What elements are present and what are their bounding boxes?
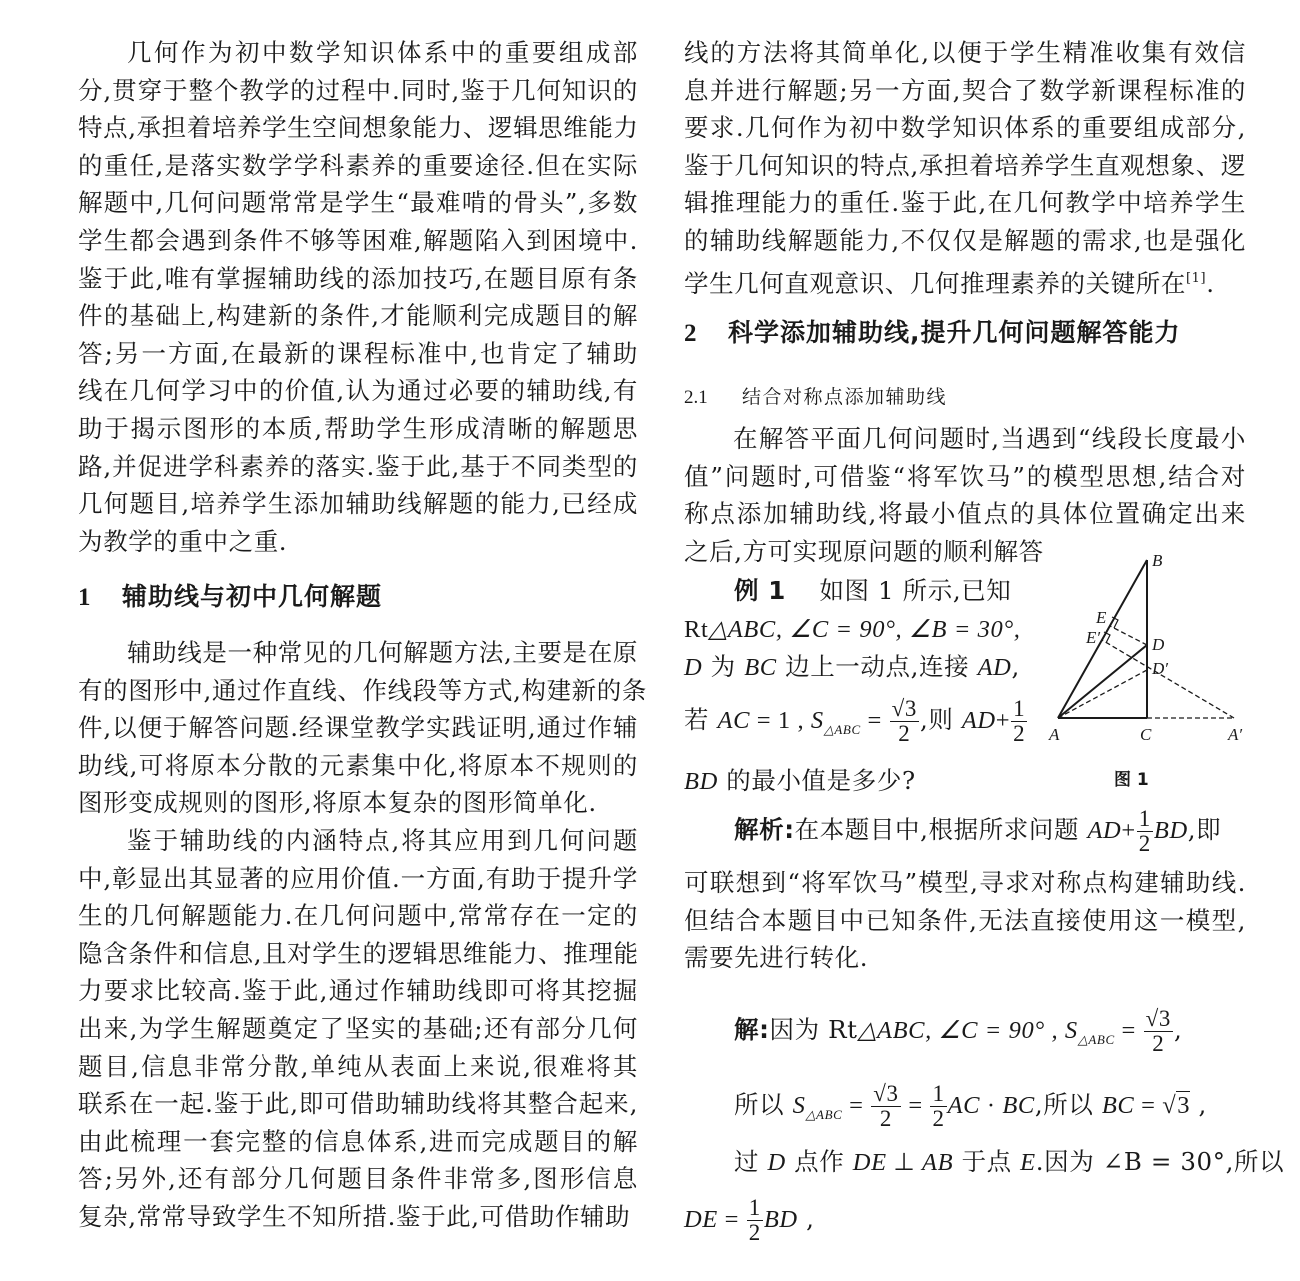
text-line: 复杂,常常导致学生不知所措.鉴于此,可借助作辅助 <box>78 1202 631 1231</box>
math-var: AC <box>717 707 751 734</box>
text: .因为 ∠B = 30°,所以 <box>1035 1147 1285 1176</box>
text: , <box>797 1204 815 1233</box>
label-b: B <box>1152 551 1163 570</box>
text-line: 学生都会遇到条件不够等困难,解题陷入到困境中. <box>78 226 638 255</box>
solution-line-2: 所以 $S_{\triangle ABC}$ = $\frac{√3}{2}$ = $\frac{1}{2}$ AC · BC,所以 BC = √3 , <box>734 1081 1207 1131</box>
text-line: 但结合本题目中已知条件,无法直接使用这一模型, <box>684 905 1246 935</box>
label-c: C <box>1140 725 1152 744</box>
text: , ∠C = 90° , <box>925 1017 1065 1044</box>
text: 于点 <box>953 1147 1021 1176</box>
text-line: 出来,为学生解题奠定了坚实的基础;还有部分几何 <box>78 1014 638 1043</box>
math-var: △ABC <box>857 1017 926 1044</box>
denominator: 2 <box>932 1106 945 1131</box>
text-line: 助线,可将原本分散的元素集中化,将原本不规则的 <box>78 750 638 780</box>
math-var: DE <box>684 1206 718 1233</box>
text: = <box>842 1092 871 1119</box>
fraction <box>1144 1007 1173 1056</box>
text-line: 要求.几何作为初中数学知识体系的重要组成部分, <box>684 113 1246 143</box>
example-line-1 <box>734 576 1011 606</box>
text-line: 图形变成规则的图形,将原本复杂的图形简单化. <box>78 788 597 818</box>
text-line: 线在几何学习中的价值,认为通过必要的辅助线,有 <box>78 376 638 406</box>
text-line: 中,彰显出其显著的应用价值.一方面,有助于提升学 <box>78 863 638 893</box>
figure-1-diagram <box>1046 548 1246 748</box>
denominator: 2 <box>1152 1031 1165 1056</box>
segment-de <box>1110 626 1147 645</box>
example-text: 如图 1 所示,已知 <box>819 576 1012 605</box>
text-line: 有的图形中,通过作直线、作线段等方式,构建新的条 <box>78 675 647 705</box>
math-var: S <box>810 707 824 734</box>
numerator: √3 <box>873 1081 899 1106</box>
fraction <box>871 1082 900 1131</box>
numerator: √3 <box>891 696 917 721</box>
text: + <box>995 707 1011 734</box>
solution-line-1 <box>734 1005 1182 1065</box>
text: + <box>1121 817 1136 844</box>
text-line: 线的方法将其简单化,以便于学生精准收集有效信 <box>684 38 1246 67</box>
math-var: S <box>1064 1017 1078 1044</box>
citation-ref[interactable]: [1] <box>1186 270 1207 286</box>
section-2-heading <box>684 318 1181 349</box>
text: 若 <box>684 705 718 734</box>
math-var: S <box>792 1092 806 1119</box>
math-var: AD <box>977 654 1012 681</box>
math-var: BC <box>1101 1092 1135 1119</box>
text-line: 辑推理能力的重任.鉴于此,在几何教学中培养学生 <box>684 188 1246 218</box>
math-var: BD <box>1153 817 1188 844</box>
triangle-abc: △ABC <box>708 616 776 643</box>
subsection-number: 2.1 <box>684 387 708 408</box>
example-line-4 <box>684 696 1028 754</box>
text-line: 之后,方可实现原问题的顺利解答 <box>684 536 1044 566</box>
section-title: 科学添加辅助线,提升几何问题解答能力 <box>728 318 1181 347</box>
text: ,所以 <box>1034 1090 1102 1119</box>
fraction <box>890 697 919 746</box>
denominator: 2 <box>1138 831 1151 856</box>
text-line <box>684 264 1215 299</box>
text: 在本题目中,根据所求问题 <box>794 815 1088 844</box>
text: ⊥ <box>886 1149 923 1176</box>
subsection-title: 结合对称点添加辅助线 <box>742 386 948 408</box>
label-e-prime: E′ <box>1086 628 1101 647</box>
text-line: 鉴于几何知识的特点,承担着培养学生直观想象、逻 <box>684 150 1246 180</box>
math-var: AB <box>922 1149 954 1176</box>
text-line: 辅助线是一种常见的几何解题方法,主要是在原 <box>127 638 638 667</box>
math-var: BD <box>684 768 718 795</box>
text: 点作 <box>785 1147 853 1176</box>
denominator: 2 <box>898 721 911 746</box>
text: 过 <box>734 1147 768 1176</box>
example-line-2 <box>684 614 1021 645</box>
text-line: 鉴于此,唯有掌握辅助线的添加技巧,在题目原有条 <box>78 263 638 293</box>
text-line: 件,以便于解答问题.经课堂教学实践证明,通过作辅 <box>78 713 638 743</box>
text-line: 答;另一方面,在最新的课程标准中,也肯定了辅助 <box>78 338 638 368</box>
text: 边上一动点,连接 <box>776 652 978 681</box>
label-a-prime: A′ <box>1228 725 1243 744</box>
solution-line-4 <box>684 1194 814 1245</box>
fraction <box>1137 807 1153 856</box>
text: 学生几何直观意识、几何推理素养的关键所在 <box>684 268 1186 298</box>
denominator: 2 <box>879 1106 892 1131</box>
example-label: 例 1 <box>734 576 786 605</box>
text-line: 特点,承担着培养学生空间想象能力、逻辑思维能力 <box>78 113 639 143</box>
example-line-3 <box>684 652 1020 683</box>
subscript: △ABC <box>1077 1032 1115 1047</box>
sqrt-value: 3 <box>1177 1092 1191 1119</box>
denominator: 2 <box>748 1220 761 1245</box>
numerator: √3 <box>1145 1006 1171 1031</box>
text-line: 可联想到“将军饮马”模型,寻求对称点构建辅助线. <box>684 868 1246 897</box>
text-line: 几何作为初中数学知识体系中的重要组成部 <box>127 38 638 67</box>
text-line: 值”问题时,可借鉴“将军饮马”的模型思想,结合对 <box>684 461 1246 491</box>
text-line: 分,贯穿于整个教学的过程中.同时,鉴于几何知识的 <box>78 75 638 105</box>
solution-line-3 <box>734 1147 1284 1178</box>
text: 为 <box>702 652 745 681</box>
segment-a-prime-e-prime <box>1102 640 1234 718</box>
label-a: A <box>1049 725 1060 744</box>
text-line: 在解答平面几何问题时,当遇到“线段长度最小 <box>733 424 1246 453</box>
text: · <box>980 1092 1003 1119</box>
text-line: 由此梳理一套完整的信息体系,进而完成题目的解 <box>78 1126 638 1156</box>
text-line: 件的基础上,构建新的条件,才能顺利完成题目的解 <box>78 301 638 331</box>
text-line: 称点添加辅助线,将最小值点的具体位置确定出来 <box>684 499 1246 529</box>
numerator: 1 <box>1138 806 1151 831</box>
text-line: 鉴于辅助线的内涵特点,将其应用到几何问题 <box>127 826 638 855</box>
text: , <box>1190 1090 1207 1119</box>
text: 的最小值是多少? <box>717 766 916 795</box>
text-line: 隐含条件和信息,且对学生的逻辑思维能力、推理能 <box>78 938 639 968</box>
math-var: D <box>684 654 703 681</box>
subscript: △ABC <box>823 722 861 737</box>
section-number: 1 <box>78 584 92 611</box>
text: = 1 , <box>750 707 811 734</box>
math-var: DE <box>852 1149 887 1176</box>
text: = <box>717 1206 746 1233</box>
text: , <box>1011 652 1020 681</box>
math-var: AC <box>947 1092 981 1119</box>
text: ,即 <box>1187 815 1222 844</box>
figure-caption: 图 1 <box>1114 770 1149 790</box>
text: . <box>1206 268 1215 298</box>
label-d-prime: D′ <box>1152 659 1168 678</box>
text: = <box>860 707 889 734</box>
section-1-heading <box>78 582 382 613</box>
text: 所以 <box>734 1090 793 1119</box>
math-var: BC <box>1002 1092 1035 1119</box>
text: = <box>1134 1092 1163 1119</box>
math-var: BD <box>763 1206 798 1233</box>
fraction <box>930 1082 946 1131</box>
text-line: 力要求比较高.鉴于此,通过作辅助线即可将其挖掘 <box>78 976 638 1006</box>
text-line: 需要先进行转化. <box>684 943 869 973</box>
text-line: 息并进行解题;另一方面,契合了数学新课程标准的 <box>684 75 1246 105</box>
text: ,则 <box>919 705 962 734</box>
math-var: BC <box>744 654 777 681</box>
text-line: 生的几何解题能力.在几何问题中,常常存在一定的 <box>78 901 638 931</box>
text-line: 为教学的重中之重. <box>78 526 288 556</box>
text-line: 的重任,是落实数学学科素养的重要途径.但在实际 <box>78 150 638 180</box>
text-line: 助于揭示图形的本质,帮助学生形成清晰的解题思 <box>78 414 638 443</box>
text-line: 几何题目,培养学生添加辅助线解题的能力,已经成 <box>78 489 638 519</box>
section-title: 辅助线与初中几何解题 <box>122 582 383 611</box>
text: 因为 Rt <box>769 1015 858 1044</box>
section-number: 2 <box>684 320 698 347</box>
numerator: 1 <box>748 1195 761 1220</box>
math-var: AD <box>961 707 996 734</box>
math-var: AD <box>1087 817 1122 844</box>
fraction <box>1011 697 1027 746</box>
label-e: E <box>1096 608 1107 627</box>
label-d: D <box>1152 635 1165 654</box>
text: = <box>1114 1017 1143 1044</box>
angle-conditions: , ∠C = 90°, ∠B = 30°, <box>775 616 1021 643</box>
math-var: E <box>1020 1149 1036 1176</box>
segment-ad <box>1058 645 1147 718</box>
text-line: 的辅助线解题能力,不仅仅是解题的需求,也是强化 <box>684 226 1246 255</box>
subscript: △ABC <box>805 1107 843 1122</box>
example-line-5 <box>684 766 916 797</box>
numerator: 1 <box>932 1081 945 1106</box>
solution-label: 解: <box>734 1015 770 1044</box>
denominator: 2 <box>1013 721 1026 746</box>
text: = <box>901 1092 930 1119</box>
numerator: 1 <box>1013 696 1026 721</box>
analysis-label: 解析: <box>734 815 795 844</box>
math-var: D <box>767 1149 786 1176</box>
text: , <box>1173 1015 1183 1044</box>
analysis-line-1 <box>734 806 1221 856</box>
text-line: 联系在一起.鉴于此,即可借助辅助线将其整合起来, <box>78 1089 638 1119</box>
subsection-2-1-heading <box>684 382 947 413</box>
rt-text: Rt <box>684 616 709 643</box>
fraction <box>747 1196 763 1245</box>
text-line: 解题中,几何问题常常是学生“最难啃的骨头”,多数 <box>78 188 638 218</box>
text-line: 题目,信息非常分散,单纯从表面上来说,很难将其 <box>78 1051 638 1081</box>
text-line: 路,并促进学科素养的落实.鉴于此,基于不同类型的 <box>78 451 638 481</box>
text-line: 答;另外,还有部分几何题目条件非常多,图形信息 <box>78 1164 638 1194</box>
